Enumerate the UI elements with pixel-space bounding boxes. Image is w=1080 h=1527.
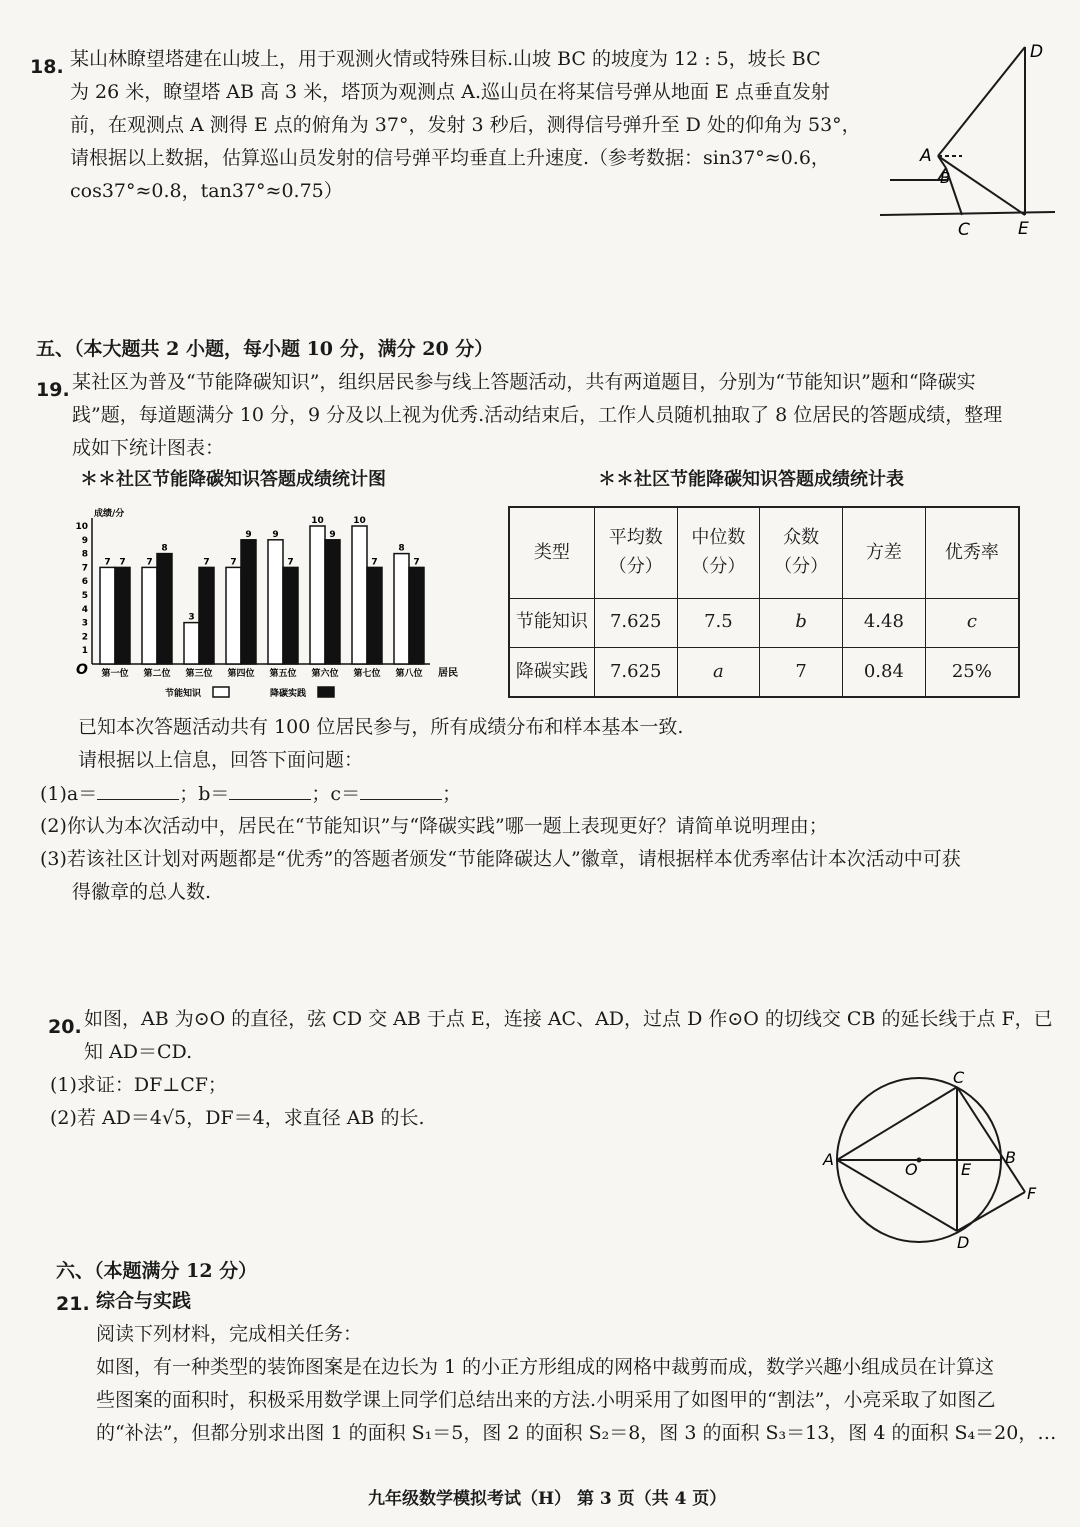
- bar-value-label: 9: [272, 529, 279, 540]
- header-median: 中位数（分）: [677, 507, 760, 598]
- q20-sub2: (2)若 AD＝4√5，DF＝4，求直径 AB 的长.: [50, 1107, 425, 1129]
- x-tick-label: 第二位: [143, 669, 171, 679]
- bar-chart: [70, 504, 470, 704]
- q19-sub3-line-2: 得徽章的总人数.: [72, 881, 212, 903]
- label-B: B: [1005, 1148, 1016, 1167]
- stats-table: [508, 506, 1020, 698]
- bar-value-label: 7: [230, 557, 237, 568]
- q20-number: 20.: [48, 1016, 82, 1038]
- line-AD: [938, 47, 1025, 156]
- legend-swatch: [318, 687, 334, 697]
- table-cell: 降碳实践: [509, 647, 594, 697]
- label-E: E: [961, 1160, 972, 1179]
- q20-sub1: (1)求证：DF⊥CF；: [50, 1074, 227, 1096]
- q18-line-1: 某山林瞭望塔建在山坡上，用于观测火情或特殊目标.山坡 BC 的坡度为 12 : 5，坡长 BC: [70, 48, 821, 70]
- bar: [367, 567, 382, 664]
- label-F: F: [1027, 1184, 1037, 1203]
- bar: [157, 554, 172, 664]
- y-tick-label: 4: [81, 604, 88, 615]
- page-footer: 九年级数学模拟考试（H） 第 3 页（共 4 页）: [368, 1489, 727, 1509]
- sub1-b-label: ；b＝: [179, 783, 230, 805]
- bar-value-label: 9: [245, 529, 252, 540]
- chord-AC: [837, 1087, 957, 1160]
- bar-value-label: 3: [188, 612, 195, 623]
- sub1-a-label: (1)a＝: [40, 783, 98, 805]
- label-A: A: [823, 1150, 834, 1169]
- table-row: [509, 647, 1019, 697]
- q21-line-3: 些图案的面积时，积极采用数学课上同学们总结出来的方法.小明采用了如图甲的“割法”，小亮采取了如图乙: [96, 1389, 996, 1411]
- y-tick-label: 7: [81, 563, 88, 574]
- table-cell: 7: [760, 647, 843, 697]
- bar: [352, 526, 367, 664]
- table-cell: a: [677, 647, 760, 697]
- q19-sub2: (2)你认为本次活动中，居民在“节能知识”与“降碳实践”哪一题上表现更好？请简单说明理由；: [40, 815, 828, 837]
- q18-number: 18.: [30, 56, 64, 78]
- sub1-c-label: ；c＝: [311, 783, 361, 805]
- y-tick-label: 5: [81, 591, 88, 601]
- bar: [199, 567, 214, 664]
- header-mode: 众数（分）: [760, 507, 843, 598]
- q19-line-3: 成如下统计图表：: [72, 437, 225, 459]
- label-D: D: [1030, 42, 1044, 62]
- legend-swatch: [213, 687, 229, 697]
- bar: [184, 623, 199, 664]
- label-B: B: [940, 169, 951, 187]
- y-tick-label: 6: [81, 577, 88, 588]
- table-title: ＊＊社区节能降碳知识答题成绩统计表: [598, 469, 904, 490]
- legend-label: 降碳实践: [270, 689, 307, 699]
- bar: [226, 567, 241, 664]
- bar: [115, 567, 130, 664]
- q20-line-2: 知 AD＝CD.: [84, 1041, 193, 1063]
- q18-line-2: 为 26 米，瞭望塔 AB 高 3 米，塔顶为观测点 A.巡山员在将某信号弹从地面 E 点垂直发射: [70, 81, 830, 103]
- q21-line-1: 阅读下列材料，完成相关任务：: [96, 1323, 363, 1345]
- table-header-row: [509, 507, 1019, 598]
- bar-value-label: 7: [287, 557, 294, 568]
- bar: [100, 567, 115, 664]
- q19-line-2: 践”题，每道题满分 10 分，9 分及以上视为优秀.活动结束后，工作人员随机抽取了 8 位居民的答题成绩，整理: [72, 404, 1003, 426]
- q18-line-3: 前，在观测点 A 测得 E 点的俯角为 37°，发射 3 秒后，测得信号弹升至 D 处的仰角为 53°，: [70, 114, 861, 136]
- chord-AD: [837, 1160, 957, 1231]
- bar-value-label: 7: [146, 557, 153, 568]
- blank-b[interactable]: [229, 781, 311, 800]
- blank-a[interactable]: [97, 781, 179, 800]
- q19-number: 19.: [36, 379, 70, 401]
- x-tick-label: 第七位: [353, 669, 381, 679]
- table-cell: b: [760, 598, 843, 647]
- bar-value-label: 7: [104, 557, 111, 568]
- label-A: A: [920, 146, 932, 166]
- table-cell: 节能知识: [509, 598, 594, 647]
- ground-line: [880, 212, 1055, 215]
- y-tick-label: 2: [81, 632, 88, 643]
- section6-heading: 六、（本题满分 12 分）: [56, 1260, 258, 1282]
- bar-value-label: 7: [371, 557, 378, 568]
- origin-label: O: [76, 662, 88, 678]
- table-cell: 25%: [925, 647, 1019, 697]
- bar: [409, 567, 424, 664]
- label-D: D: [957, 1233, 970, 1250]
- q19-sub1: [40, 781, 461, 807]
- label-C: C: [953, 1068, 965, 1087]
- q20-line-1: 如图，AB 为⊙O 的直径，弦 CD 交 AB 于点 E，连接 AC、AD，过点 D 作⊙O 的切线交 CB 的延长线于点 F，已: [84, 1008, 1053, 1030]
- bar-value-label: 10: [311, 516, 324, 526]
- y-tick-label: 10: [75, 522, 88, 532]
- q18-line-4: 请根据以上数据，估算巡山员发射的信号弹平均垂直上升速度.（参考数据：sin37°≈0.6，: [70, 147, 830, 169]
- x-tick-label: 第四位: [227, 669, 255, 679]
- bar: [310, 526, 325, 664]
- bar-value-label: 9: [329, 529, 336, 540]
- header-mean: 平均数（分）: [594, 507, 677, 598]
- q21-line-4: 的“补法”，但都分别求出图 1 的面积 S₁＝5，图 2 的面积 S₂＝8，图 3 的面积 S₃＝13，图 4 的面积 S₄＝20，…: [96, 1422, 1057, 1444]
- q19-after-line-2: 请根据以上信息，回答下面问题：: [78, 749, 364, 771]
- bar: [241, 540, 256, 664]
- q19-sub3-line-1: (3)若该社区计划对两题都是“优秀”的答题者颁发“节能降碳达人”徽章，请根据样本优秀率估计本次活动中可获: [40, 848, 961, 870]
- q19-line-1: 某社区为普及“节能降碳知识”，组织居民参与线上答题活动，共有两道题目，分别为“节能知识”题和“降碳实: [72, 371, 976, 393]
- q18-figure: [870, 35, 1070, 245]
- q19-after-line-1: 已知本次答题活动共有 100 位居民参与，所有成绩分布和样本基本一致.: [78, 716, 684, 738]
- table-cell: 7.625: [594, 647, 677, 697]
- q21-number: 21.: [56, 1293, 90, 1315]
- x-tick-label: 第三位: [185, 669, 213, 679]
- table-cell: 4.48: [843, 598, 926, 647]
- y-tick-label: 9: [81, 535, 88, 546]
- header-excellent-rate: 优秀率: [925, 507, 1019, 598]
- q21-title: 综合与实践: [96, 1290, 192, 1312]
- table-row: [509, 598, 1019, 647]
- legend-label: 节能知识: [165, 689, 202, 699]
- x-tick-label: 第一位: [101, 669, 129, 679]
- table-cell: 7.625: [594, 598, 677, 647]
- bar-value-label: 7: [203, 557, 210, 568]
- bar-value-label: 8: [161, 543, 168, 554]
- y-tick-label: 8: [81, 549, 88, 560]
- bar: [283, 567, 298, 664]
- q18-line-5: cos37°≈0.8，tan37°≈0.75）: [70, 180, 343, 202]
- label-O: O: [905, 1160, 918, 1179]
- y-axis-label: 成绩/分: [94, 509, 125, 519]
- x-axis-label: 居民: [438, 668, 458, 679]
- section5-heading: 五、（本大题共 2 小题，每小题 10 分，满分 20 分）: [36, 338, 494, 360]
- bar: [394, 554, 409, 664]
- bar-value-label: 10: [353, 516, 366, 526]
- sub1-end: ；: [442, 783, 462, 805]
- bar-value-label: 7: [119, 557, 126, 568]
- y-tick-label: 1: [81, 646, 88, 657]
- table-cell: 0.84: [843, 647, 926, 697]
- table-cell: c: [925, 598, 1019, 647]
- y-tick-label: 3: [81, 618, 88, 629]
- bar-value-label: 7: [413, 557, 420, 568]
- header-type: 类型: [509, 507, 594, 598]
- label-E: E: [1018, 219, 1029, 239]
- label-C: C: [958, 220, 970, 240]
- x-tick-label: 第五位: [269, 669, 297, 679]
- bar: [325, 540, 340, 664]
- header-variance: 方差: [843, 507, 926, 598]
- q21-line-2: 如图，有一种类型的装饰图案是在边长为 1 的小正方形组成的网格中裁剪而成，数学兴趣小组成员在计算这: [96, 1356, 995, 1378]
- chart-title: ＊＊社区节能降碳知识答题成绩统计图: [80, 469, 386, 490]
- bar-value-label: 8: [398, 543, 405, 554]
- x-tick-label: 第八位: [395, 669, 423, 679]
- x-tick-label: 第六位: [311, 669, 339, 679]
- table-cell: 7.5: [677, 598, 760, 647]
- bar: [268, 540, 283, 664]
- bar: [142, 567, 157, 664]
- q20-circle-figure: [815, 1065, 1060, 1250]
- blank-c[interactable]: [360, 781, 442, 800]
